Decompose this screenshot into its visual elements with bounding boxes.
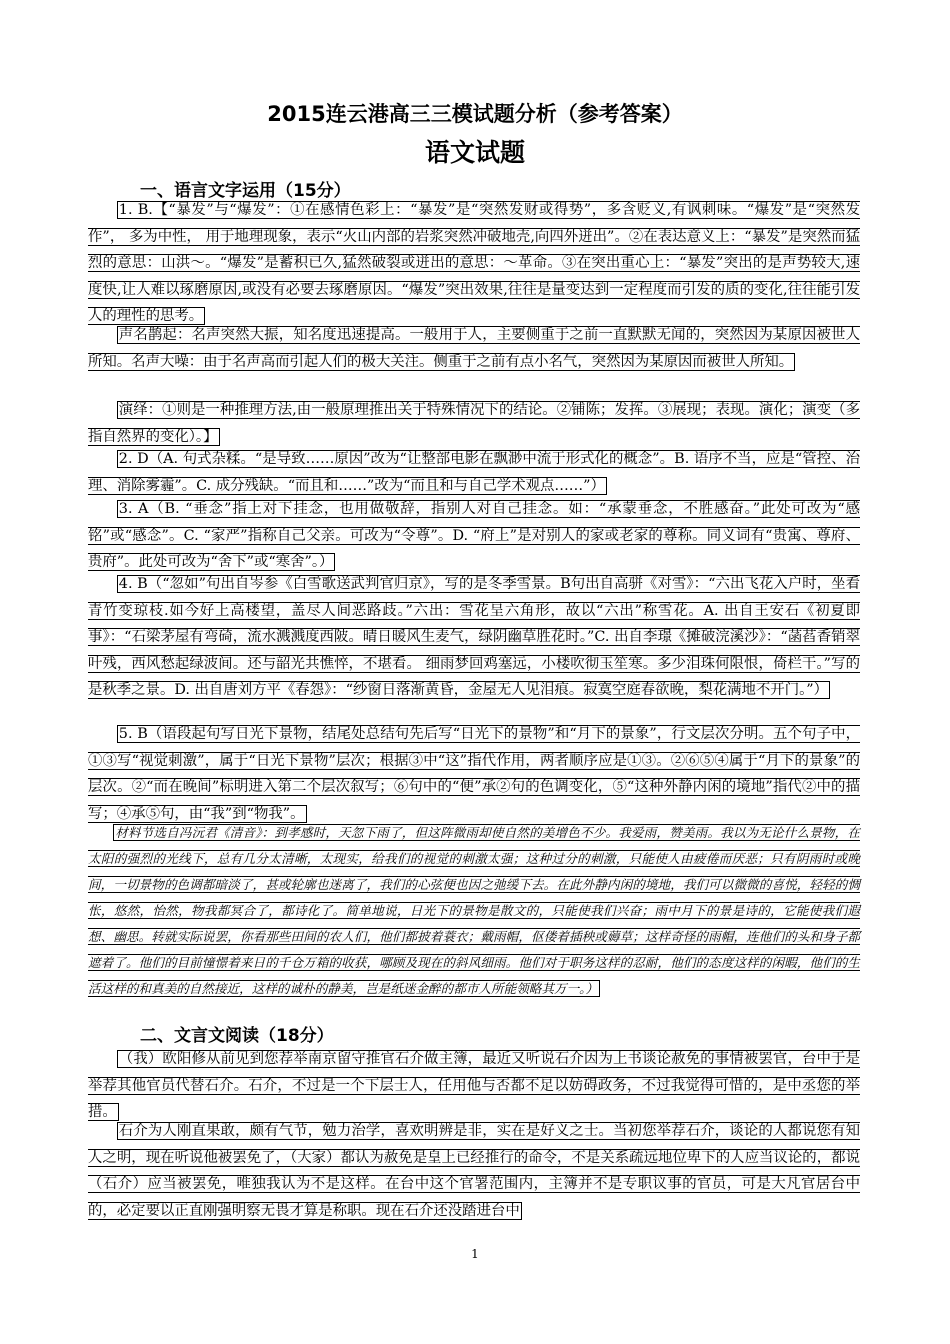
classical-paragraph-2 <box>88 1118 860 1224</box>
answer-1-part-a <box>88 197 860 330</box>
classical-text-2: 石介为人刚直果敢，颇有气节，勉力治学，喜欢明辨是非，实在是好义之士。当初您举荐石介，谈论的人都说您有知人之明，现在听说他被罢免了，（大家）都认为赦免是皇上已经推行的命令，不是关系疏远地位卑下的人应当议论的，都说（石介）应当被罢免，唯独我认为不是这样。在台中这个官署范围内，主簿并不是专职议事的官员，可是大凡官居台中的，必定要以正直刚强明察无畏才算是称职。现在石介还没踏进台中 <box>88 1123 860 1219</box>
answer-3-text: 3. A（B. “垂念”指上对下挂念，也用做敬辞，指别人对自己挂念。如：“承蒙垂念，不胜感奋。”此处可改为“感铭”或“感念”。C. “家严”指称自己父亲。可改为“令尊”。D. “府上”是对别人的家或老家的尊称。同义词有“贵寓、尊府、贵府”。此处可改为“舍下”或“寒舍”。） <box>88 501 860 570</box>
answer-5 <box>88 721 860 827</box>
answer-1-part-b <box>88 322 860 375</box>
page-number: 1 <box>471 1247 479 1261</box>
document-title: 2015连云港高三三模试题分析（参考答案） <box>267 102 683 126</box>
answer-5-text: 5. B（语段起句写日光下景物，结尾处总结句先后写“日光下的景物”和“月下的景象”，行文层次分明。五个句子中，①③写“视觉刺激”，属于“日光下景物”层次；根据③中“这”指代作用，两者顺序应是①③。②⑥⑤④属于“月下的景象”的层次。②“而在晚间”标明进入第二个层次叙写；⑥句中的“便”承②句的色调变化，⑤“这种外静内闲的境地”指代②中的描写；④承⑤句，由“我”到“物我”。 <box>88 726 860 822</box>
answer-3 <box>88 496 860 576</box>
section-heading-language: 一、语言文字运用（15分） <box>140 181 351 201</box>
answer-1-part-c <box>88 397 860 450</box>
answer-1-text-c: 演绎：①则是一种推理方法,由一般原理推出关于特殊情况下的结论。②铺陈；发挥。③展现；表现。演化；演变（多指自然界的变化）。】 <box>88 402 860 445</box>
answer-4-text: 4. B（“忽如”句出自岑参《白雪歌送武判官归京》，写的是冬季雪景。B句出自高骈《对雪》：“六出飞花入户时，坐看青竹变琼枝.如今好上高楼望，盖尽人间恶路歧。”六出：雪花呈六角形，故以“六出”称雪花。A. 出自王安石《初夏即事》：“石梁茅屋有弯碕，流水溅溅度西陂。晴日暖风生麦气，绿阴幽草胜花时。”C. 出自李璟《摊破浣溪沙》：“菡萏香销翠叶残，西风愁起绿波间。还与韶光共憔悴，不堪看。 细雨梦回鸡塞远，小楼吹彻玉笙寒。多少泪珠何限恨，倚栏干。”写的是秋季之景。D. 出自唐刘方平《春怨》：“纱窗日落渐黄昏，金屋无人见泪痕。寂寞空庭春欲晚，梨花满地不开门。”） <box>88 576 860 698</box>
section-heading-classical: 二、文言文阅读（18分） <box>140 1026 334 1046</box>
answer-1-text-a: 1. B.【“暴发”与“爆发”：①在感情色彩上：“暴发”是“突然发财或得势”，多含贬义,有讽刺味。“爆发”是“突然发作”， 多为中性， 用于地理现象，表示“火山内部的岩浆突然冲破地壳,向四外迸出”。②在表达意义上：“暴发”是突然而猛烈的意思：山洪～。“爆发”是蓄积已久,猛然破裂或迸出的意思：～革命。③在突出重心上：“暴发”突出的是声势较大,速度快,让人难以琢磨原因,或没有必要去琢磨原因。“爆发”突出效果,往往是量变达到一定程度而引发的质的变化,往往能引发人的理性的思考。 <box>88 202 860 324</box>
answer-2-text: 2. D（A. 句式杂糅。“是导致……原因”改为“让整部电影在飘渺中流于形式化的概念”。B. 语序不当，应是“管控、治理、消除雾霾”。C. 成分残缺。“而且和……”改为“而且和与自己学术观点……”） <box>88 451 860 494</box>
document-subtitle: 语文试题 <box>424 138 525 167</box>
answer-4 <box>88 571 860 704</box>
answer-5-material-text: 材料节选自冯沅君《清音》：到孝感时，天忽下雨了，但这阵微雨却使自然的美增色不少。我爱雨，赞美雨。我以为无论什么景物，在太阳的强烈的光线下，总有几分太清晰，太现实，给我们的视觉的刺激太强；这种过分的刺激，只能使人由疲倦而厌恶；只有阴雨时或晚间，一切景物的色调都暗淡了，甚或轮廓也迷离了，我们的心弦便也因之弛缓下去。在此外静内闲的境地，我们可以微微的喜悦，轻轻的惆怅，悠然，怡然，物我都冥合了，都诗化了。简单地说，日光下的景物是散文的，只能使我们兴奋；雨中月下的景是诗的，它能使我们遐想、幽思。转就实际说罢，你看那些田间的农人们，他们都披着蓑衣；戴雨帽，伛偻着插秧或薅草；这样奇怪的雨帽，连他们的头和身子都遮着了。他们的目前憧憬着来日的千仓万箱的收获，哪顾及现在的斜风细雨。他们对于职务这样的忍耐，他们的态度这样的闲暇，他们的生活这样的和真美的自然接近，这样的诚朴的静美，岂是纸迷金醉的都市人所能领略其万一。） <box>88 825 860 996</box>
answer-1-text-b: 声名鹊起：名声突然大振，知名度迅速提高。一般用于人，主要侧重于之前一直默默无闻的，突然因为某原因被世人所知。名声大噪：由于名声高而引起人们的极大关注。侧重于之前有点小名气，突然因为某原因而被世人所知。 <box>88 327 860 370</box>
classical-text-1: （我）欧阳修从前见到您荐举南京留守推官石介做主簿，最近又听说石介因为上书谈论赦免的事情被罢官，台中于是举荐其他官员代替石介。石介，不过是一个下层士人，任用他与否都不足以妨碍政务，不过我觉得可惜的，是中丞您的举措。 <box>88 1051 860 1120</box>
answer-2 <box>88 446 860 499</box>
answer-5-material <box>88 820 860 1002</box>
classical-paragraph-1 <box>88 1046 860 1126</box>
